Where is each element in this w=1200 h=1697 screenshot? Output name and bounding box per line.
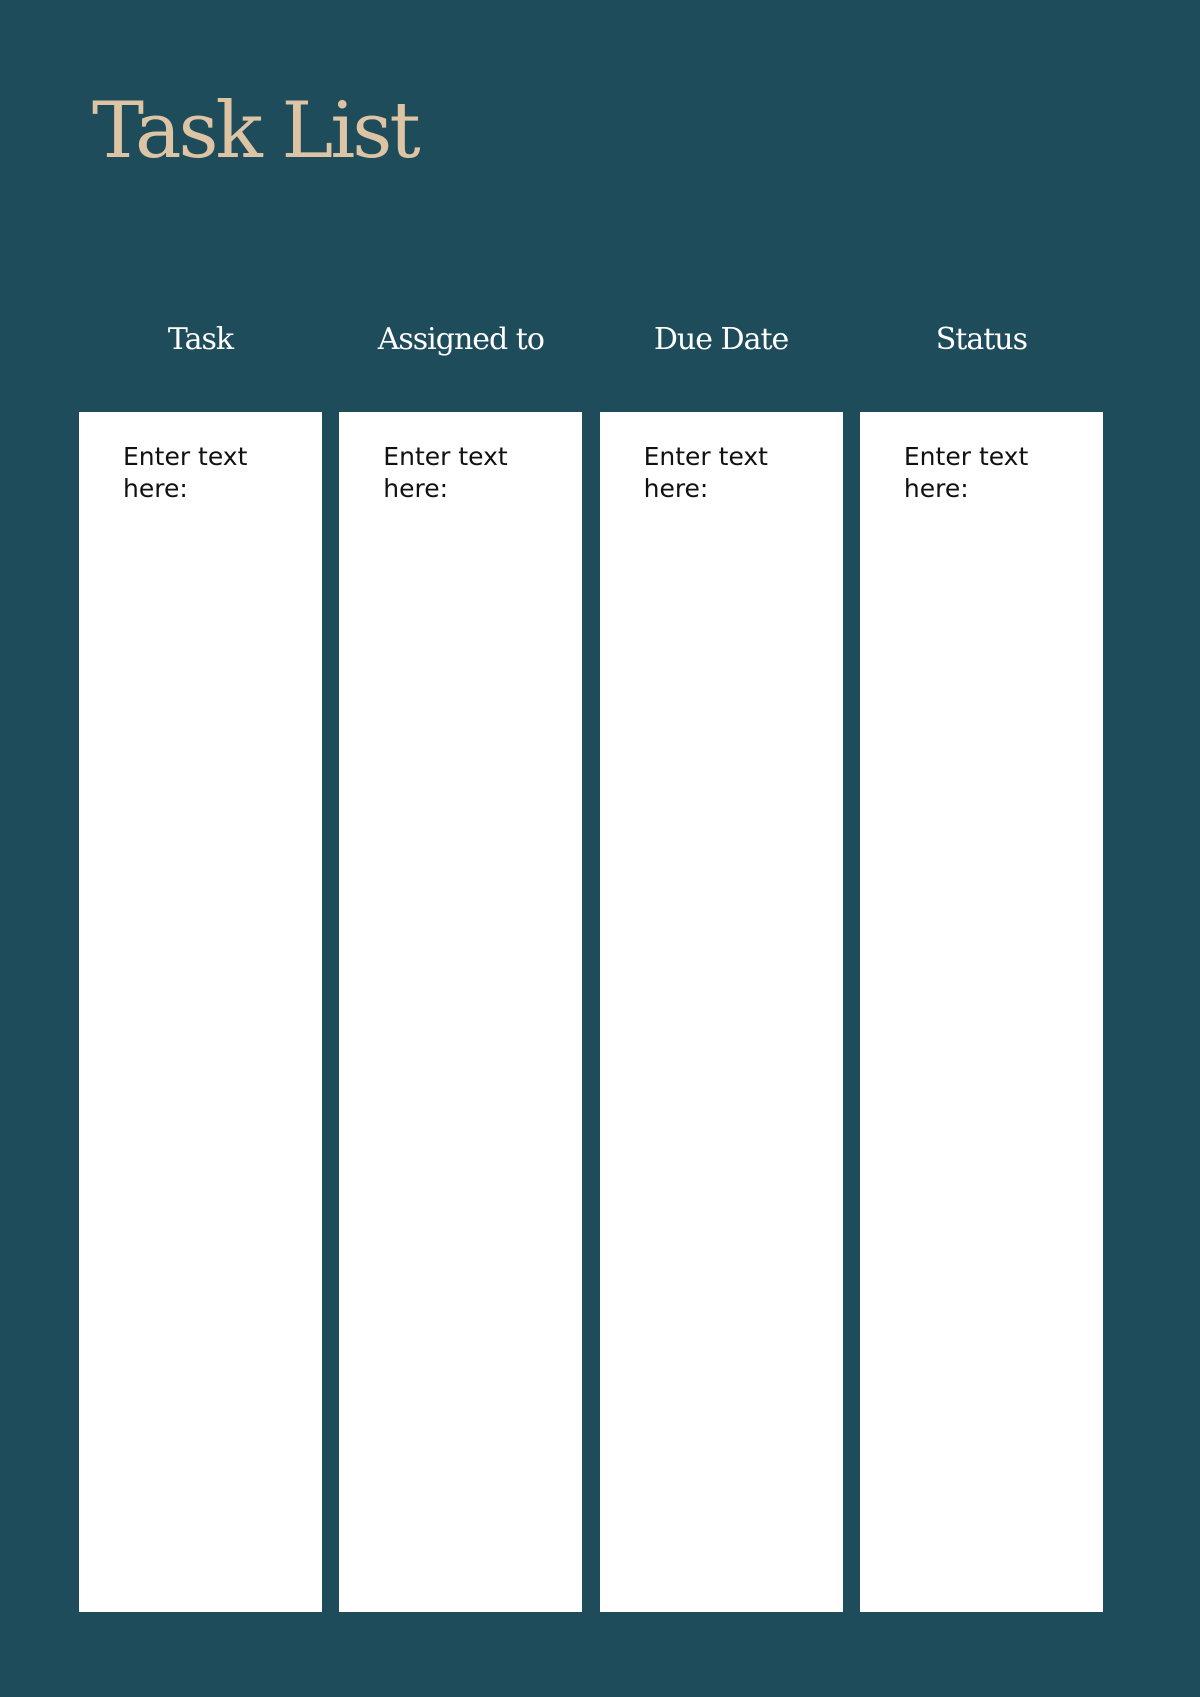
column-header-assigned-to: Assigned to [377, 322, 544, 357]
column-status [860, 318, 1103, 1612]
column-header-task: Task [167, 322, 234, 357]
text-placeholder: Enter text here: [123, 442, 248, 503]
task-columns [79, 318, 1104, 1612]
column-assigned-to [339, 318, 582, 1612]
text-placeholder: Enter text here: [643, 442, 768, 503]
column-header-due-date: Due Date [653, 322, 789, 357]
text-box-assigned-to[interactable] [339, 412, 582, 1612]
text-placeholder: Enter text here: [903, 442, 1029, 503]
text-box-status[interactable] [860, 412, 1103, 1612]
text-box-due-date[interactable] [600, 412, 843, 1612]
column-task [79, 318, 322, 1612]
column-due-date [600, 318, 843, 1612]
page-title: Task List [92, 86, 418, 176]
column-header-status: Status [935, 322, 1028, 357]
text-box-task[interactable] [79, 412, 322, 1612]
text-placeholder: Enter text here: [383, 442, 508, 503]
